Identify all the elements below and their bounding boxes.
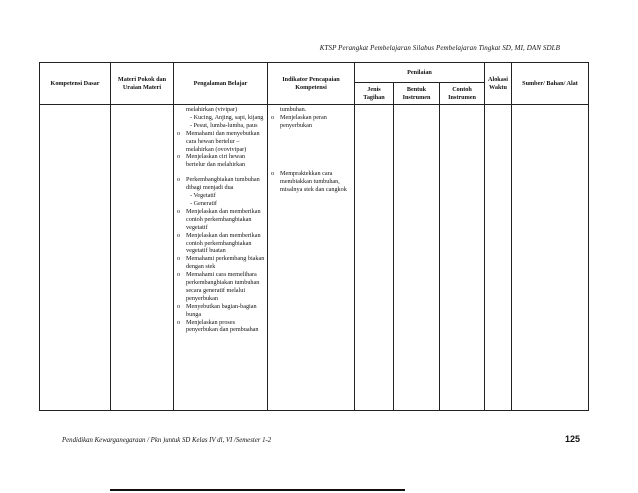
syllabus-table (39, 62, 589, 411)
header-materi-pokok: Materi Pokok dan Uraian Materi (111, 63, 174, 105)
list-item: - Vegetatif (190, 192, 216, 200)
cell-kompetensi-dasar (40, 105, 111, 411)
list-item: tumbuhan. (280, 106, 307, 113)
list-item: - Pesut, lumba-lumba, paus (190, 121, 258, 129)
page-number: 125 (564, 434, 580, 444)
header-contoh-instrumen: Contoh Instrumen (440, 83, 485, 105)
header-sumber-bahan-alat: Sumber/ Bahan/ Alat (512, 63, 589, 105)
cell-materi-pokok (111, 105, 174, 411)
cell-jenis-tagihan (355, 105, 394, 411)
list-item: o Menjelaskan peran penyerbukan (270, 114, 352, 130)
list-item: o Menjelaskan dan memberikan contoh perkembangbiakan vegetatif (176, 208, 265, 232)
cell-bentuk-instrumen (394, 105, 440, 411)
cell-pengalaman-belajar (174, 105, 268, 411)
list-item: - Kucing, Anjing, sapi, kijang (190, 113, 264, 121)
list-item: o Menjelaskan proses penyerbukan dan pembuahan (176, 319, 265, 335)
divider (110, 489, 405, 491)
header-alokasi-waktu: Alokasi Waktu (485, 63, 512, 105)
cell-contoh-instrumen (440, 105, 485, 411)
cell-indikator (268, 105, 355, 411)
list-item: o Memahami dan menyebutkan cara hewan bertelur – melahirkan (ovovivipar) (176, 130, 265, 154)
header-indikator: Indikator Pencapaian Kompetensi (268, 63, 355, 105)
header-pengalaman-belajar: Pengalaman Belajar (174, 63, 268, 105)
list-item: melahirkan (vivipar) (186, 106, 238, 113)
list-item: o Mempraktekkan cara membiakkan tumbuhan, misalnya stek dan cangkok (270, 170, 352, 194)
header-jenis-tagihan: Jenis Tagihan (355, 83, 394, 105)
header-penilaian: Penilaian (355, 63, 485, 83)
list-item: - Generatif (190, 199, 217, 207)
footer-text: Pendidikan Kewarganegaraan / Pkn )untuk SD Kelas IV dl, VI /Semester 1-2 (62, 437, 272, 444)
list-item: o Menjelaskan ciri hewan bertelur dan melahirkan (176, 153, 265, 169)
header-bentuk-instrumen: Bentuk Instrumen (394, 83, 440, 105)
cell-sumber-bahan-alat (512, 105, 589, 411)
list-item: o Memahami cara memelihara perkembangbiakan tumbuhan secara generatif melalui penyerbukan (176, 271, 265, 303)
cell-alokasi-waktu (485, 105, 512, 411)
list-item: o Perkembangbiakan tumbuhan dibagi menjadi dua (176, 176, 265, 192)
list-item: o Menyebutkan bagian-bagian bunga (176, 303, 265, 319)
list-item: o Menjelaskan dan memberikan contoh perkembangbiakan vegetatif buatan (176, 232, 265, 256)
header-kompetensi-dasar: Kompetensi Dasar (40, 63, 111, 105)
table-row (40, 105, 589, 411)
document-header-title: KTSP Perangkat Pembelajaran Silabus Pembelajaran Tingkat SD, MI, DAN SDLB (319, 44, 560, 52)
list-item: o Memahami perkembang biakan dengan stek (176, 255, 265, 271)
